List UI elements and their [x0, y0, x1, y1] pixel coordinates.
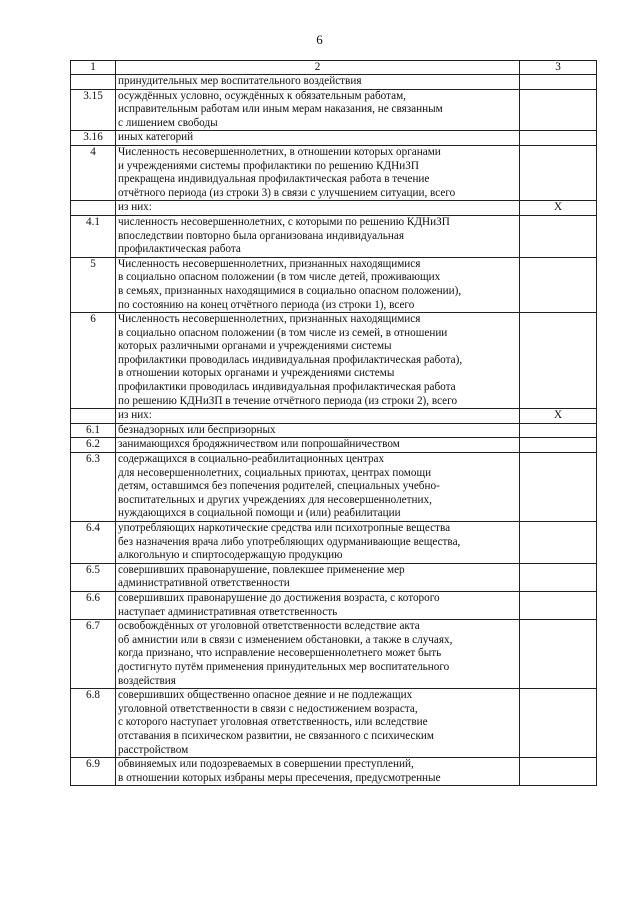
row-description-cell: безнадзорных или беспризорных — [116, 423, 520, 438]
row-value-cell — [520, 75, 597, 90]
row-number-cell: 4.1 — [71, 215, 116, 257]
table-row — [71, 758, 597, 786]
row-description-cell: численность несовершеннолетних, с которыми по решению КДНиЗП впоследствии повторно была организована индивидуальная профилактическая работа — [116, 215, 520, 257]
row-value-cell — [520, 758, 597, 786]
table-row — [71, 89, 597, 131]
row-number-cell: 6.1 — [71, 423, 116, 438]
table-row — [71, 145, 597, 200]
row-number-cell: 6.9 — [71, 758, 116, 786]
row-description-cell: принудительных мер воспитательного воздействия — [116, 75, 520, 90]
row-number-cell — [71, 409, 116, 424]
row-number-cell: 4 — [71, 145, 116, 200]
row-value-cell — [520, 215, 597, 257]
table-row — [71, 591, 597, 619]
row-description-cell: совершивших общественно опасное деяние и не подлежащих уголовной ответственности в связи с недостижением возраста, с которого наступает уголовная ответственность, или вследствие отставания в психическом развитии, не связанного с психическим расстройством — [116, 689, 520, 758]
table-row — [71, 438, 597, 453]
row-value-cell — [520, 89, 597, 131]
row-description-cell: Численность несовершеннолетних, в отношении которых органами и учреждениями системы профилактики по решению КДНиЗП прекращена индивидуальная профилактическая работа в течение отчётного периода (из строки 3) в связи с улучшением ситуации, всего — [116, 145, 520, 200]
table-row — [71, 563, 597, 591]
row-value-cell — [520, 313, 597, 409]
table-row — [71, 620, 597, 689]
row-value-cell: Х — [520, 409, 597, 424]
row-number-cell — [71, 75, 116, 90]
table-row — [71, 215, 597, 257]
row-description-cell: занимающихся бродяжничеством или попрошайничеством — [116, 438, 520, 453]
row-value-cell — [520, 522, 597, 564]
row-value-cell — [520, 591, 597, 619]
column-header-1: 1 — [71, 61, 116, 75]
row-number-cell: 6.7 — [71, 620, 116, 689]
row-description-cell: Численность несовершеннолетних, признанных находящимися в социально опасном положении (в том числе из семей, в отношении которых различными органами и учреждениями системы профилактики проводилась индивидуальная профилактическая работа), в отношении которых органами и учреждениями системы профилактики проводилась индивидуальная профилактическая работа по решению КДНиЗП в течение отчётного периода (из строки 2), всего — [116, 313, 520, 409]
column-header-3: 3 — [520, 61, 597, 75]
row-value-cell: Х — [520, 201, 597, 216]
row-description-cell: иных категорий — [116, 131, 520, 146]
row-description-cell: осуждённых условно, осуждённых к обязательным работам, исправительным работам или иным мерам наказания, не связанным с лишением свободы — [116, 89, 520, 131]
row-number-cell: 6.6 — [71, 591, 116, 619]
row-number-cell: 6.4 — [71, 522, 116, 564]
row-description-cell: освобождённых от уголовной ответственности вследствие акта об амнистии или в связи с изменением обстановки, а также в случаях, когда признано, что исправление несовершеннолетнего может быть достигнуто путём применения принудительных мер воспитательного воздействия — [116, 620, 520, 689]
row-description-cell: совершивших правонарушение до достижения возраста, с которого наступает административная ответственность — [116, 591, 520, 619]
table-header-row — [71, 61, 597, 75]
table-row — [71, 522, 597, 564]
table-row — [71, 313, 597, 409]
row-number-cell — [71, 201, 116, 216]
table-row — [71, 201, 597, 216]
row-value-cell — [520, 620, 597, 689]
row-number-cell: 3.16 — [71, 131, 116, 146]
row-description-cell: употребляющих наркотические средства или психотропные вещества без назначения врача либо употребляющих одурманивающие вещества, алкогольную и спиртосодержащую продукцию — [116, 522, 520, 564]
row-value-cell — [520, 453, 597, 522]
row-value-cell — [520, 145, 597, 200]
row-value-cell — [520, 689, 597, 758]
table-row — [71, 423, 597, 438]
row-value-cell — [520, 423, 597, 438]
row-number-cell: 5 — [71, 257, 116, 312]
row-description-cell: совершивших правонарушение, повлекшее применение мер административной ответственности — [116, 563, 520, 591]
row-value-cell — [520, 131, 597, 146]
row-number-cell: 6.5 — [71, 563, 116, 591]
table-row — [71, 75, 597, 90]
column-header-2: 2 — [116, 61, 520, 75]
row-value-cell — [520, 438, 597, 453]
table-row — [71, 257, 597, 312]
row-number-cell: 6 — [71, 313, 116, 409]
row-description-cell: из них: — [116, 409, 520, 424]
row-description-cell: из них: — [116, 201, 520, 216]
row-value-cell — [520, 257, 597, 312]
row-number-cell: 3.15 — [71, 89, 116, 131]
row-number-cell: 6.3 — [71, 453, 116, 522]
statistics-table — [70, 60, 597, 786]
table-row — [71, 453, 597, 522]
row-description-cell: Численность несовершеннолетних, признанных находящимися в социально опасном положении (в том числе детей, проживающих в семьях, признанных находящимися в социально опасном положении), по состоянию на конец отчётного периода (из строки 1), всего — [116, 257, 520, 312]
table-row — [71, 409, 597, 424]
row-number-cell: 6.2 — [71, 438, 116, 453]
row-description-cell: содержащихся в социально-реабилитационных центрах для несовершеннолетних, социальных приютах, центрах помощи детям, оставшимся без попечения родителей, специальных учебно- воспитательных и других учреждениях для несовершеннолетних, нуждающихся в социальной помощи и (или) реабилитации — [116, 453, 520, 522]
table-row — [71, 689, 597, 758]
row-value-cell — [520, 563, 597, 591]
row-number-cell: 6.8 — [71, 689, 116, 758]
page-number: 6 — [316, 32, 323, 47]
table-row — [71, 131, 597, 146]
row-description-cell: обвиняемых или подозреваемых в совершении преступлений, в отношении которых избраны меры пресечения, предусмотренные — [116, 758, 520, 786]
